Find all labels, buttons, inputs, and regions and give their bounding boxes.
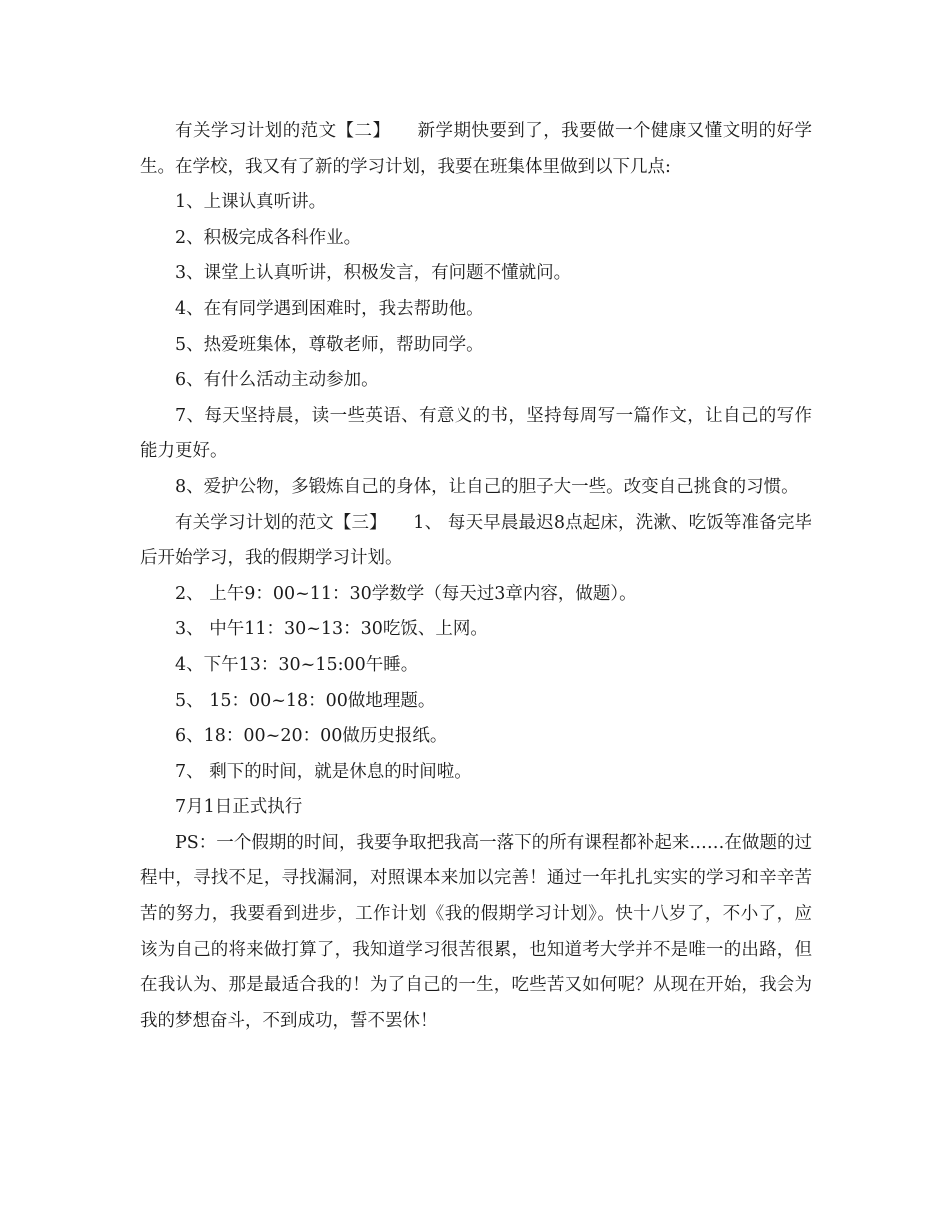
schedule-item-3: 3、 中午11：30~13：30吃饭、上网。	[175, 619, 488, 640]
list-item-2: 2、积极完成各科作业。	[175, 227, 362, 248]
schedule-item-4: 4、下午13：30~15:00午睡。	[175, 654, 419, 675]
paragraph-intro-2: 有关学习计划的范文【二】 新学期快要到了，我要做一个健康又懂文明的好学生。在学校，我又有了新的学习计划，我要在班集体里做到以下几点:	[140, 121, 812, 177]
paragraph-intro-3: 有关学习计划的范文【三】 1、 每天早晨最迟8点起床，洗漱、吃饭等准备完毕后开始学习，我的假期学习计划。	[140, 512, 812, 569]
schedule-item-6: 6、18：00~20：00做历史报纸。	[175, 726, 448, 747]
document-body	[140, 114, 812, 1039]
list-item-3: 3、课堂上认真听讲，积极发言，有问题不懂就问。	[175, 263, 572, 284]
list-item-8: 8、爱护公物，多锻炼自己的身体，让自己的胆子大一些。改变自己挑食的习惯。	[175, 476, 799, 497]
list-item-7: 7、每天坚持晨，读一些英语、有意义的书，坚持每周写一篇作文，让自己的写作能力更好。	[140, 405, 812, 462]
list-item-4: 4、在有同学遇到困难时，我去帮助他。	[175, 298, 484, 319]
schedule-item-7: 7、 剩下的时间，就是休息的时间啦。	[175, 761, 472, 782]
list-item-6: 6、有什么活动主动参加。	[175, 370, 379, 391]
list-item-5: 5、热爱班集体，尊敬老师，帮助同学。	[175, 334, 484, 355]
start-date-line: 7月1日正式执行	[175, 797, 303, 818]
schedule-item-2: 2、 上午9：00~11：30学数学（每天过3章内容，做题）。	[175, 583, 637, 604]
postscript-paragraph: PS：一个假期的时间，我要争取把我高一落下的所有课程都补起来……在做题的过程中，寻找不足，寻找漏洞，对照课本来加以完善！通过一年扎扎实实的学习和辛辛苦苦的努力，我要看到进步，工作计划《我的假期学习计划》。快十八岁了，不小了，应该为自己的将来做打算了，我知道学习很苦很累，也知道考大学并不是唯一的出路，但在我认为、那是最适合我的！为了自己的一生，吃些苦又如何呢？从现在开始，我会为我的梦想奋斗，不到成功，誓不罢休！	[140, 832, 812, 1031]
list-item-1: 1、上课认真听讲。	[175, 192, 327, 213]
schedule-item-5: 5、 15：00~18：00做地理题。	[175, 690, 436, 711]
